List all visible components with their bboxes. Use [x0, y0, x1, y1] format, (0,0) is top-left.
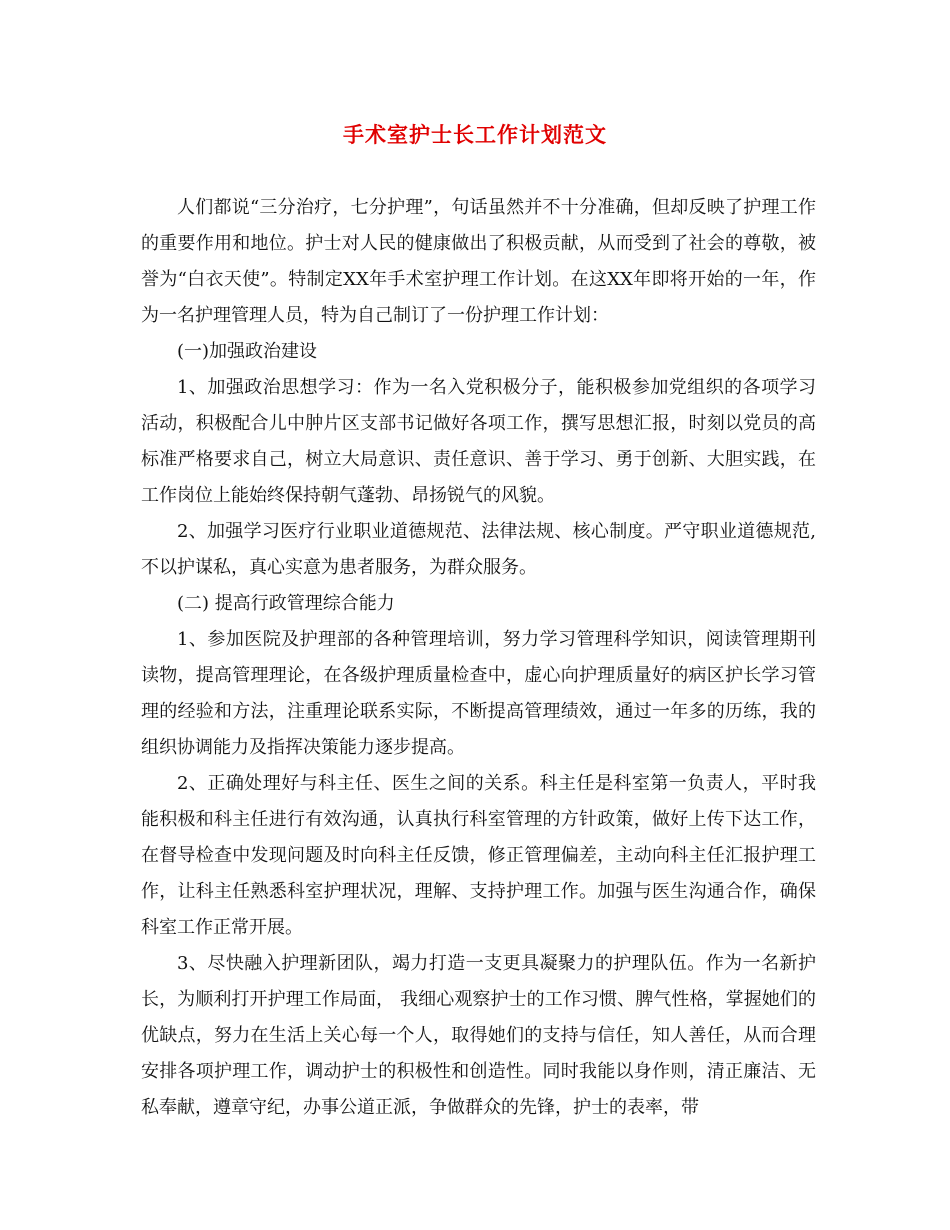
paragraph-team: 3、尽快融入护理新团队，竭力打造一支更具凝聚力的护理队伍。作为一名新护长，为顺利打开护理工作局面， 我细心观察护士的工作习惯、脾气性格，掌握她们的优缺点，努力在生活上关心每一个人，取得她们的支持与信任，知人善任，从而合理安排各项护理工作，调动护士的积极性和创造性。同时我能以身作则，清正廉洁、无私奉献，遵章守纪，办事公道正派，争做群众的先锋，护士的表率，带 — [141, 953, 816, 1118]
paragraph-ethics: 2、加强学习医疗行业职业道德规范、法律法规、核心制度。严守职业道德规范,不以护谋私，真心实意为患者服务，为群众服务。 — [141, 521, 816, 578]
document-body — [141, 190, 816, 1126]
paragraph-relations: 2、正确处理好与科主任、医生之间的关系。科主任是科室第一负责人，平时我能积极和科主任进行有效沟通，认真执行科室管理的方针政策，做好上传下达工作，在督导检查中发现问题及时向科主任反馈，修正管理偏差，主动向科主任汇报护理工作，让科主任熟悉科室护理状况，理解、支持护理工作。加强与医生沟通合作，确保科室工作正常开展。 — [141, 773, 816, 938]
paragraph-training: 1、参加医院及护理部的各种管理培训，努力学习管理科学知识，阅读管理期刊读物，提高管理理论，在各级护理质量检查中，虚心向护理质量好的病区护长学习管理的经验和方法，注重理论联系实际，不断提高管理绩效，通过一年多的历练，我的组织协调能力及指挥决策能力逐步提高。 — [141, 629, 816, 758]
paragraph-intro: 人们都说“三分治疗，七分护理”，句话虽然并不十分准确，但却反映了护理工作的重要作用和地位。护士对人民的健康做出了积极贡献，从而受到了社会的尊敬，被誉为“白衣天使”。特制定XX年手术室护理工作计划。在这XX年即将开始的一年，作为一名护理管理人员，特为自己制订了一份护理工作计划： — [141, 197, 816, 326]
section-heading-management: (二) 提高行政管理综合能力 — [177, 593, 395, 614]
document-title: 手术室护士长工作计划范文 — [343, 122, 607, 147]
section-heading-political: (一)加强政治建设 — [177, 341, 318, 362]
paragraph-political-study: 1、加强政治思想学习：作为一名入党积极分子，能积极参加党组织的各项学习活动，积极配合儿中肿片区支部书记做好各项工作，撰写思想汇报，时刻以党员的高标准严格要求自己，树立大局意识、责任意识、善于学习、勇于创新、大胆实践，在工作岗位上能始终保持朝气蓬勃、昂扬锐气的风貌。 — [141, 377, 816, 506]
